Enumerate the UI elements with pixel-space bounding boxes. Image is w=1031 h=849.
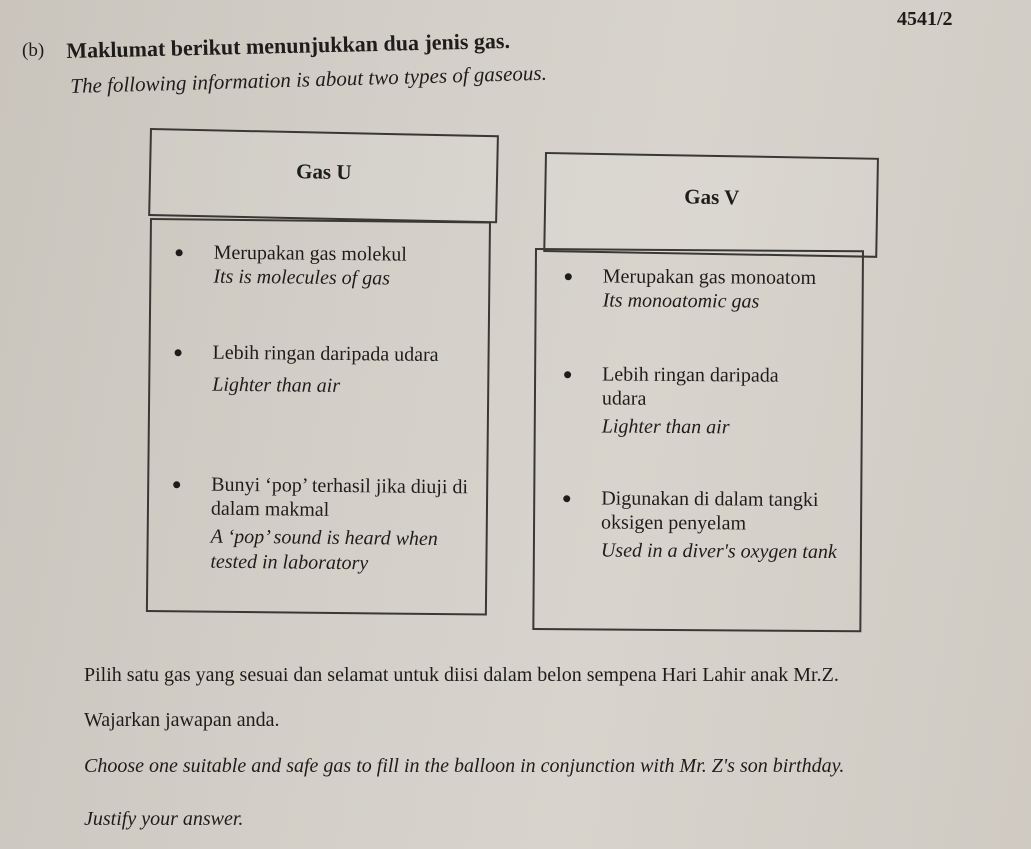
question-english-1: Choose one suitable and safe gas to fill in the balloon in conjunction with Mr. Z's son birthday. bbox=[84, 755, 845, 777]
paper-code: 4541/2 bbox=[897, 8, 953, 30]
gas-v-properties-box bbox=[532, 248, 864, 632]
bullet-dot bbox=[175, 349, 182, 356]
gas-v-item-3-en: Used in a diver's oxygen tank bbox=[600, 539, 837, 564]
gas-v-item-1 bbox=[565, 264, 857, 315]
gas-u-title: Gas U bbox=[295, 159, 352, 185]
gas-u-header-box bbox=[148, 128, 499, 223]
gas-u-item-1-ms: Merupakan gas molekul bbox=[213, 241, 408, 266]
intro-malay: Maklumat berikut menunjukkan dua jenis gas. bbox=[66, 27, 511, 63]
bullet-dot bbox=[563, 495, 570, 502]
gas-u-item-2-en: Lighter than air bbox=[212, 373, 341, 397]
gas-v-item-1-ms: Merupakan gas monoatom bbox=[602, 265, 817, 289]
gas-u-item-2 bbox=[174, 340, 460, 400]
intro-english: The following information is about two types of gaseous. bbox=[70, 60, 548, 98]
gas-v-item-1-en: Its monoatomic gas bbox=[602, 289, 760, 313]
gas-u-properties-box bbox=[146, 218, 491, 616]
bullet-dot bbox=[176, 249, 183, 256]
gas-u-item-3-ms: Bunyi ‘pop’ terhasil jika diuji di dalam makmal bbox=[210, 473, 469, 521]
gas-u-item-3-en: A ‘pop’ sound is heard when tested in laboratory bbox=[210, 525, 438, 575]
gas-v-title: Gas V bbox=[684, 184, 740, 210]
gas-u-item-1 bbox=[175, 240, 475, 292]
question-malay-2: Wajarkan jawapan anda. bbox=[84, 709, 280, 731]
gas-u-item-1-en: Its is molecules of gas bbox=[213, 265, 391, 290]
question-malay-1: Pilih satu gas yang sesuai dan selamat untuk diisi dalam belon sempena Hari Lahir anak Mr.Z. bbox=[84, 664, 839, 686]
gas-v-item-2 bbox=[564, 362, 827, 441]
gas-v-item-2-ms: Lebih ringan daripada udara bbox=[601, 363, 779, 410]
gas-v-header-box bbox=[543, 152, 879, 258]
bullet-dot bbox=[173, 481, 180, 488]
gas-v-item-3 bbox=[563, 486, 856, 565]
question-english-2: Justify your answer. bbox=[84, 808, 244, 830]
bullet-dot bbox=[565, 273, 572, 280]
gas-v-item-3-ms: Digunakan di dalam tangki oksigen penyelam bbox=[601, 487, 819, 535]
gas-v-item-2-en: Lighter than air bbox=[601, 415, 730, 439]
bullet-dot bbox=[564, 371, 571, 378]
gas-u-item-3 bbox=[172, 472, 473, 577]
gas-u-item-2-ms: Lebih ringan daripada udara bbox=[212, 341, 439, 367]
question-number: (b) bbox=[22, 40, 45, 61]
